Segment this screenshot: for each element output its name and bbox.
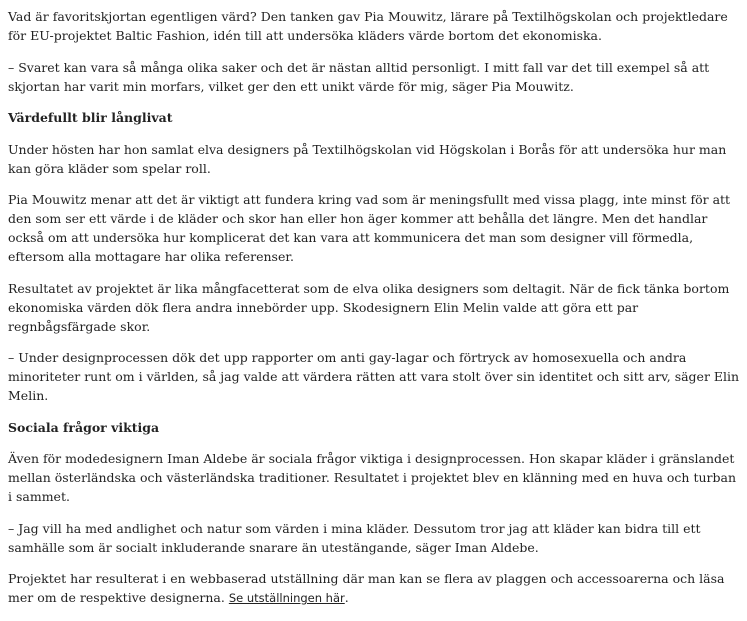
exhibition-text: Projektet har resulterat i en webbaserad utställning där man kan se flera av plaggen och accessoarerna och läsa mer om de respektive designerna. xyxy=(8,571,725,605)
exhibition-link[interactable]: Se utställningen här xyxy=(228,591,345,605)
article-paragraph-meaning: Pia Mouwitz menar att det är viktigt att fundera kring vad som är meningsfullt med vissa plagg, inte minst för att den som ser ett värde i de kläder och skor han eller hon äger kommer att behålla det längre. Men det handlar också om att undersöka hur komplicerat det kan vara att kommunicera det man som designer vill förmedla, eftersom alla mottagare har olika referenser. xyxy=(8,192,731,264)
article-paragraph-intro: Vad är favoritskjortan egentligen värd? Den tanken gav Pia Mouwitz, lärare på Textilhögskolan och projektledare för EU-projektet Baltic Fashion, idén till att undersöka kläders värde bortom det ekonomiska. xyxy=(8,9,728,43)
article-paragraph-quote-elin: – Under designprocessen dök det upp rapporter om anti gay-lagar och förtryck av homosexuella och andra minoriteter runt om i världen, så jag valde att värdera rätten att vara stolt över sin identitet och sitt arv, säger Elin Melin. xyxy=(8,350,740,403)
article-paragraph-results: Resultatet av projektet är lika mångfacetterat som de elva olika designers som deltagit. När de fick tänka bortom ekonomiska värden dök flera andra innebörder upp. Skodesignern Elin Melin valde att göra ett par regnbågsfärgade skor. xyxy=(8,280,730,334)
article-paragraph-exhibition xyxy=(8,569,740,608)
section-heading-vardefullt: Värdefullt blir långlivat xyxy=(8,110,173,125)
exhibition-end: . xyxy=(344,590,349,605)
article-paragraph-designers: Under hösten har hon samlat elva designers på Textilhögskolan vid Högskolan i Borås för att undersöka hur man kan göra kläder som spelar roll. xyxy=(8,141,727,176)
article-paragraph-quote-iman: – Jag vill ha med andlighet och natur som värden i mina kläder. Dessutom tror jag att kläder kan bidra till ett samhälle som är socialt inkluderande snarare än utestängande, säger Iman Aldebe. xyxy=(8,520,701,555)
section-heading-sociala: Sociala frågor viktiga xyxy=(8,419,160,435)
article-paragraph-quote-pia: – Svaret kan vara så många olika saker och det är nästan alltid personligt. I mitt fall var det till exempel så att skjortan har varit min morfars, vilket ger den ett unikt värde för mig, säger Pia Mouwitz. xyxy=(8,59,710,94)
article-body xyxy=(8,7,740,621)
article-paragraph-iman: Även för modedesignern Iman Aldebe är sociala frågor viktiga i designprocessen. Hon skapar kläder i gränslandet mellan österländska och västerländska traditioner. Resultatet i projektet blev en klänning med en huva och turban i sammet. xyxy=(8,451,737,504)
